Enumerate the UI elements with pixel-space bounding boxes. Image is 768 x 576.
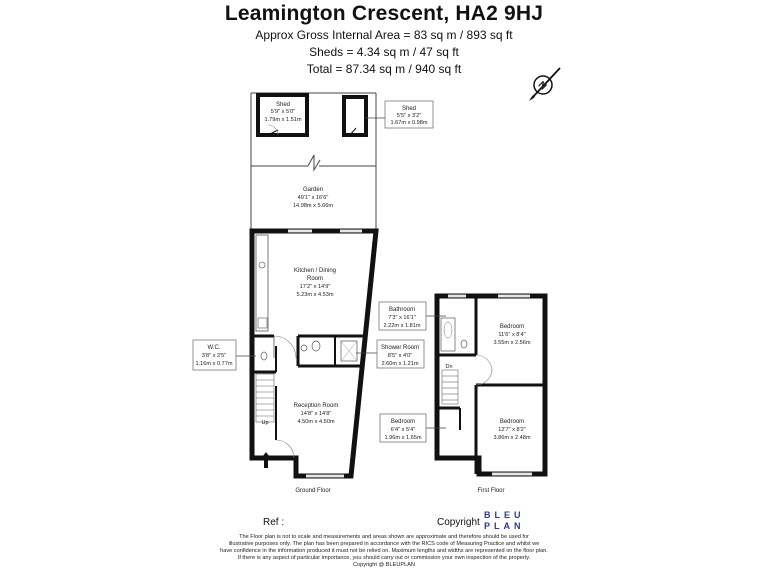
bedroom-3-metric: 1.96m x 1.65m (384, 435, 422, 441)
wc-metric: 1.16m x 0.77m (195, 361, 233, 367)
bathroom-name: Bathroom (388, 307, 416, 313)
garden-imperial: 49'1" x 16'6" (297, 195, 329, 201)
shed-1-name: Shed (275, 102, 291, 108)
bedroom-1-name: Bedroom (499, 324, 525, 330)
reception-name: Reception Room (293, 403, 339, 409)
total-area: Total = 87.34 sq m / 940 sq ft (306, 62, 462, 76)
bedroom-2-name: Bedroom (499, 419, 525, 425)
reception-imperial: 14'8" x 14'8" (300, 411, 332, 417)
bedroom-3-imperial: 6'4" x 5'4" (390, 427, 416, 433)
kitchen-name-2: Room (306, 276, 324, 282)
shed-2-name: Shed (401, 106, 417, 112)
brand-line-2: PLAN (484, 521, 525, 531)
shed-2 (344, 97, 433, 135)
bathroom-imperial: 7'3" x 16'1" (388, 315, 416, 321)
garden-name: Garden (302, 187, 324, 193)
bedroom-2-imperial: 12'7" x 8'2" (498, 427, 526, 433)
stairs-down-label: Dn (445, 364, 453, 370)
shed-1-imperial: 5'9" x 5'0" (270, 109, 296, 115)
gross-internal-area: Approx Gross Internal Area = 83 sq m / 893 sq ft (255, 28, 513, 42)
disclaimer-line-1: The Floor plan is not to scale and measurements and areas shown are approximate and therefore should be used for (239, 534, 529, 540)
shower-imperial: 8'5" x 4'0" (387, 353, 413, 359)
compass-label: N (535, 79, 549, 93)
stairs-up-label: Up (261, 420, 269, 426)
kitchen-imperial: 17'2" x 14'9" (299, 284, 331, 290)
shower-metric: 2.60m x 1.21m (381, 361, 419, 367)
bedroom-1-imperial: 11'6" x 8'4" (498, 332, 526, 338)
disclaimer-line-4: If there is any aspect of particular importance, you should carry out or commission your own inspection of the property. (237, 555, 531, 561)
bedroom-2-metric: 3.86m x 2.48m (493, 435, 531, 441)
bedroom-1-metric: 3.55m x 2.56m (493, 340, 531, 346)
bleuplan-logo (484, 510, 525, 532)
kitchen-metric: 5.23m x 4.53m (296, 292, 334, 298)
brand-line-1: BLEU (484, 510, 525, 520)
reference-label: Ref : (263, 517, 285, 528)
wc-name: W.C. (207, 345, 221, 351)
first-floor-plan (437, 295, 545, 475)
kitchen-name-1: Kitchen / Dining (293, 268, 337, 274)
shed-2-metric: 1.67m x 0.98m (390, 120, 428, 126)
disclaimer-line-2: illustrative purposes only. The plan has been prepared in accordance with the RICS code of Measuring Practice and whilst we (228, 541, 540, 547)
garden-metric: 14.98m x 5.66m (292, 203, 334, 209)
first-floor-label: First Floor (477, 488, 505, 494)
bathroom-metric: 2.22m x 1.81m (383, 323, 421, 329)
shed-1-metric: 1.79m x 1.51m (264, 117, 302, 123)
shed-2-imperial: 5'5" x 3'2" (396, 113, 422, 119)
wc-imperial: 3'8" x 2'5" (201, 353, 227, 359)
disclaimer (214, 534, 554, 569)
shower-name: Shower Room (380, 345, 420, 351)
copyright-label: Copyright (437, 517, 480, 528)
sheds-area: Sheds = 4.34 sq m / 47 sq ft (309, 45, 459, 59)
disclaimer-line-5: Copyright @ BLEUPLAN (353, 562, 415, 568)
disclaimer-line-3: have confidence in the information produced it must not be relied on. Maximum lengths and widths are represented on the floor plan. (220, 548, 548, 554)
ground-floor-label: Ground Floor (295, 488, 331, 494)
bedroom-3-name: Bedroom (390, 419, 416, 425)
reception-metric: 4.50m x 4.50m (297, 419, 335, 425)
shed-1 (258, 95, 307, 135)
compass-icon (529, 68, 560, 101)
page-title: Leamington Crescent, HA2 9HJ (224, 2, 544, 25)
